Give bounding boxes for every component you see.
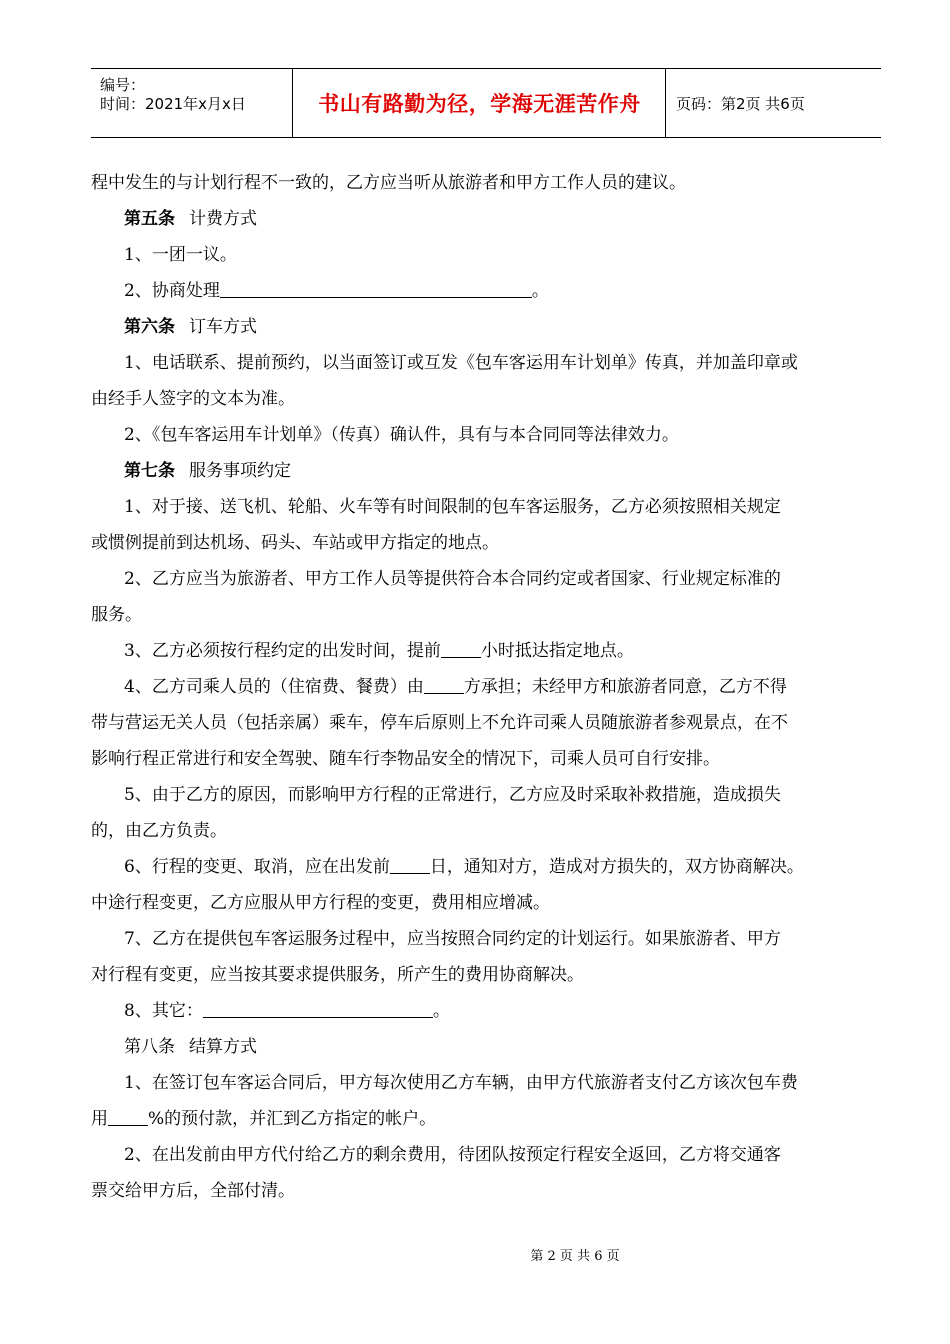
page-header <box>91 68 881 138</box>
clause-text: 小时抵达指定地点。 <box>480 641 634 661</box>
header-divider <box>292 69 293 137</box>
clause: 1、电话联系、提前预约，以当面签订或互发《包车客运用车计划单》传真，并加盖印章或 <box>124 353 798 373</box>
section-title: 订车方式 <box>189 317 257 337</box>
clause-continuation: 由经手人签字的文本为准。 <box>91 389 295 409</box>
clause <box>91 633 886 669</box>
clause-text: %的预付款，并汇到乙方指定的帐户。 <box>148 1109 437 1129</box>
clause: 1、对于接、送飞机、轮船、火车等有时间限制的包车客运服务，乙方必须按照相关规定 <box>124 497 781 517</box>
clause-continuation: 对行程有变更，应当按其要求提供服务，所产生的费用协商解决。 <box>91 965 584 985</box>
clause: 1、一团一议。 <box>124 245 237 265</box>
clause-continuation: 中途行程变更，乙方应服从甲方行程的变更，费用相应增减。 <box>91 893 550 913</box>
clause: 2、在出发前由甲方代付给乙方的剩余费用，待团队按预定行程安全返回，乙方将交通客 <box>124 1145 781 1165</box>
section-title: 结算方式 <box>189 1037 257 1057</box>
fill-blank <box>203 997 433 1018</box>
clause-text: 6、行程的变更、取消，应在出发前 <box>124 857 390 877</box>
section-heading <box>91 201 886 237</box>
header-page-code: 页码：第2页 共6页 <box>676 94 805 113</box>
clause-continuation: 带与营运无关人员（包括亲属）乘车，停车后原则上不允许司乘人员随旅游者参观景点，在不 <box>91 713 788 733</box>
section-number: 第八条 <box>124 1037 175 1057</box>
clause: 2、《包车客运用车计划单》（传真）确认件，具有与本合同同等法律效力。 <box>124 425 679 445</box>
clause-continuation: 的，由乙方负责。 <box>91 821 227 841</box>
clause: 2、乙方应当为旅游者、甲方工作人员等提供符合本合同约定或者国家、行业规定标准的 <box>124 569 781 589</box>
section-number: 第七条 <box>124 461 175 481</box>
clause <box>91 993 886 1029</box>
fill-blank <box>441 637 481 658</box>
fill-blank <box>220 277 532 298</box>
header-motto: 书山有路勤为径，学海无涯苦作舟 <box>318 92 641 116</box>
clause-text: 。 <box>531 281 549 301</box>
clause-text: 。 <box>432 1001 450 1021</box>
section-number: 第五条 <box>124 209 175 229</box>
footer-page-number: 第 2 页 共 6 页 <box>530 1249 620 1264</box>
section-number: 第六条 <box>124 317 175 337</box>
clause-text: 2、协商处理 <box>124 281 220 301</box>
clause <box>91 273 886 309</box>
fill-blank <box>108 1105 148 1126</box>
clause-text: 日，通知对方，造成对方损失的，双方协商解决。 <box>429 857 804 877</box>
clause-text: 3、乙方必须按行程约定的出发时间，提前 <box>124 641 441 661</box>
clause: 1、在签订包车客运合同后，甲方每次使用乙方车辆，由甲方代旅游者支付乙方该次包车费 <box>124 1073 798 1093</box>
clause-continuation: 或惯例提前到达机场、码头、车站或甲方指定的地点。 <box>91 533 499 553</box>
time-label: 时间：2021年x月x日 <box>100 95 246 113</box>
fill-blank <box>390 853 430 874</box>
page-footer <box>0 1245 950 1264</box>
clause: 7、乙方在提供包车客运服务过程中，应当按照合同约定的计划运行。如果旅游者、甲方 <box>124 929 781 949</box>
clause-text: 8、其它： <box>124 1001 203 1021</box>
paragraph: 程中发生的与计划行程不一致的，乙方应当听从旅游者和甲方工作人员的建议。 <box>91 173 686 193</box>
section-heading <box>91 1029 886 1065</box>
section-heading <box>91 453 886 489</box>
clause-text: 4、乙方司乘人员的（住宿费、餐费）由 <box>124 677 424 697</box>
clause-continuation <box>91 1101 886 1137</box>
clause-continuation: 影响行程正常进行和安全驾驶、随车行李物品安全的情况下，司乘人员可自行安排。 <box>91 749 720 769</box>
section-title: 服务事项约定 <box>189 461 291 481</box>
clause <box>91 849 886 885</box>
clause-continuation: 票交给甲方后，全部付清。 <box>91 1181 295 1201</box>
header-info <box>91 69 292 137</box>
header-divider <box>665 69 666 137</box>
document-body <box>91 165 886 1209</box>
clause <box>91 669 886 705</box>
clause-text: 方承担；未经甲方和旅游者同意，乙方不得 <box>463 677 787 697</box>
clause-text: 用 <box>91 1109 108 1129</box>
section-title: 计费方式 <box>189 209 257 229</box>
number-label: 编号： <box>100 76 146 94</box>
section-heading <box>91 309 886 345</box>
fill-blank <box>424 673 464 694</box>
clause: 5、由于乙方的原因，而影响甲方行程的正常进行，乙方应及时采取补救措施，造成损失 <box>124 785 781 805</box>
clause-continuation: 服务。 <box>91 605 142 625</box>
